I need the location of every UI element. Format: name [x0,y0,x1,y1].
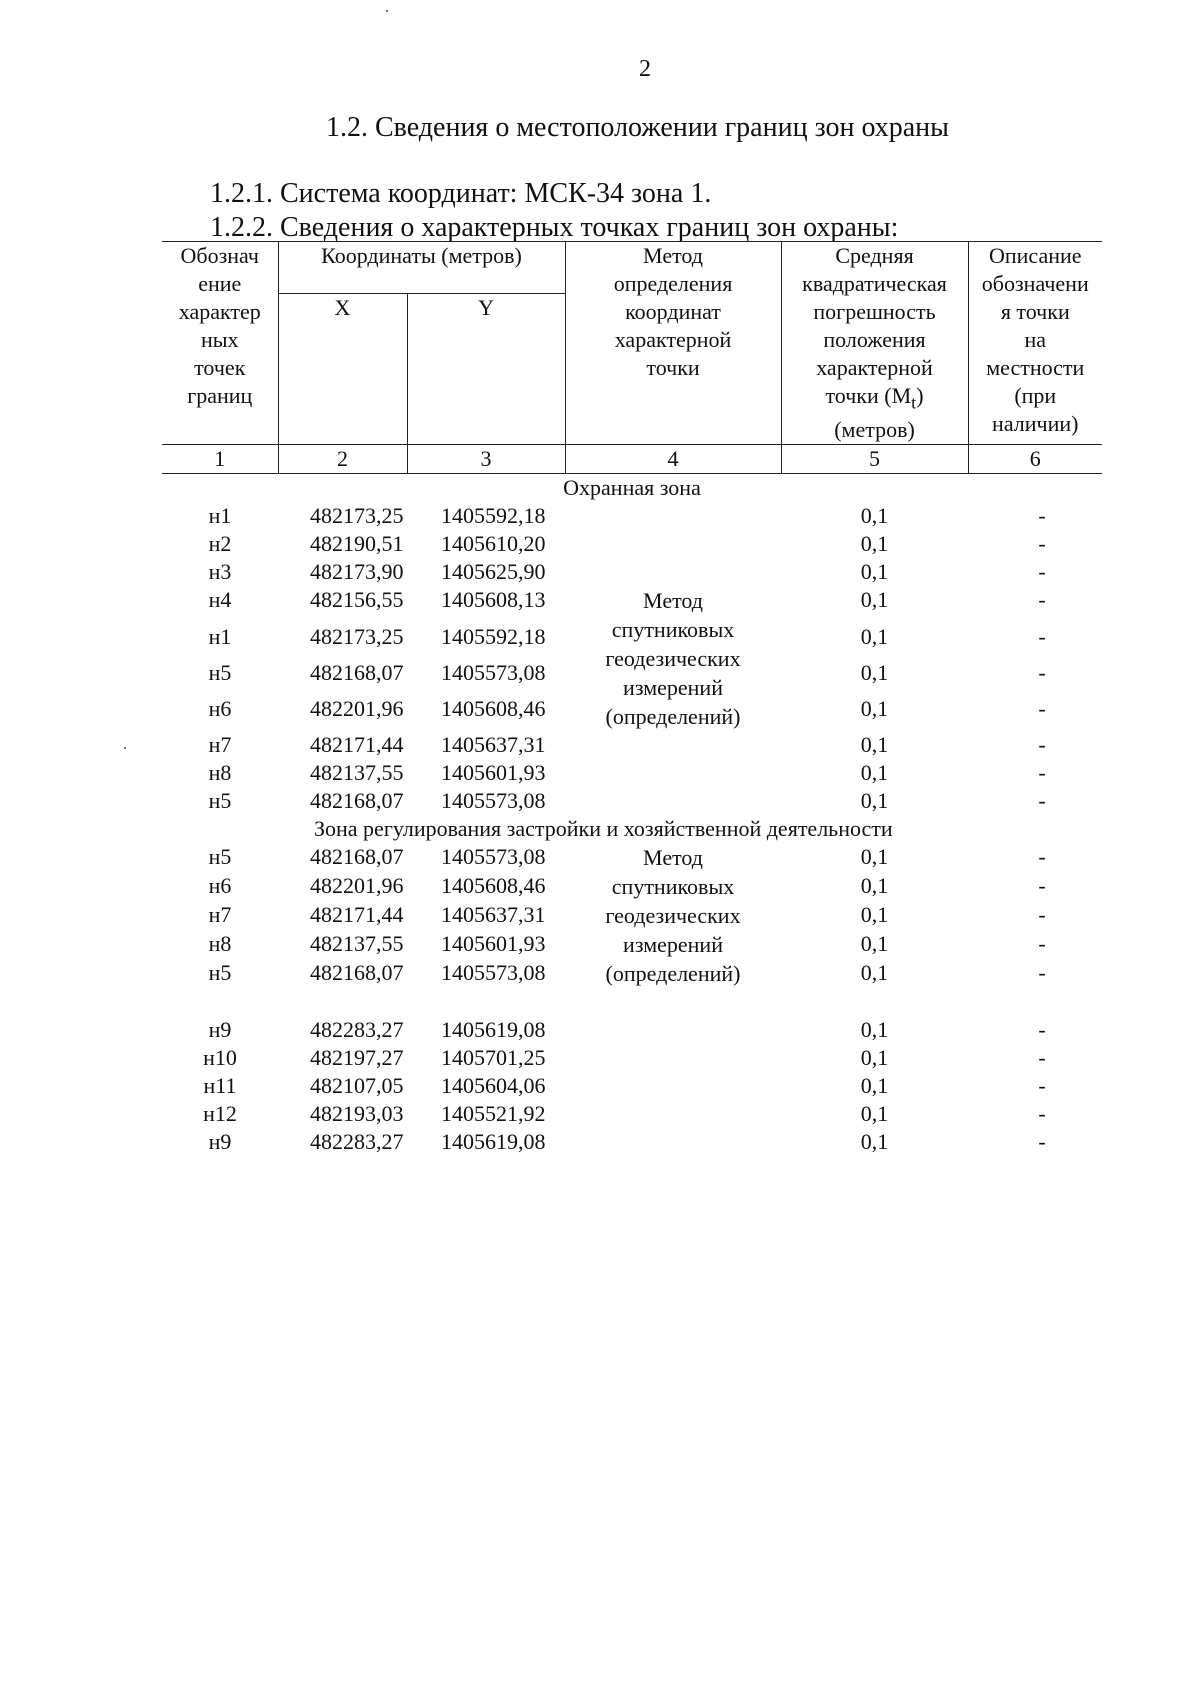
x-coordinate: 482173,25 [310,623,404,649]
header-mean-square-error: Средняя квадратическая погрешность положения характерной точки $(M_t)$ (метров) [781,242,968,445]
coordinate-system-subheading: 1.2.1. Система координат: МСК-34 зона 1. [210,178,712,209]
point-description: - [1038,1017,1046,1043]
table-row [162,502,1102,530]
y-coordinate: 1405619,08 [441,1129,546,1155]
point-name: н5 [208,960,232,986]
point-description: - [1038,1129,1046,1155]
point-description: - [1038,1101,1046,1127]
point-name: н9 [208,1017,232,1043]
mean-square-error: 0,1 [860,1101,889,1127]
point-name: н6 [208,873,232,899]
mean-square-error: 0,1 [860,732,889,758]
column-number: 1 [162,445,278,474]
column-number: 2 [278,445,407,474]
y-coordinate: 1405573,08 [441,788,546,814]
mean-square-error: 0,1 [860,531,889,557]
point-name: н7 [208,902,232,928]
point-description: - [1038,1045,1046,1071]
point-description: - [1038,844,1046,870]
point-description: - [1038,623,1046,649]
x-coordinate: 482193,03 [310,1101,404,1127]
mean-square-error: 0,1 [860,696,889,722]
mean-square-error: 0,1 [860,873,889,899]
point-name: н4 [208,587,232,613]
mean-square-error: 0,1 [860,659,889,685]
spacer-row [162,988,1102,1016]
table-row [162,843,1102,872]
boundary-points-table [162,241,1102,1156]
point-name: н5 [208,659,232,685]
y-coordinate: 1405608,46 [441,873,546,899]
point-description: - [1038,931,1046,957]
x-coordinate: 482283,27 [310,1129,404,1155]
header-point-description: Описание обозначени я точки на местности (при наличии) [968,242,1102,445]
mean-square-error: 0,1 [860,1073,889,1099]
x-coordinate: 482107,05 [310,1073,404,1099]
column-number: 3 [407,445,565,474]
x-coordinate: 482201,96 [310,696,404,722]
point-description: - [1038,732,1046,758]
point-name: н2 [208,531,232,557]
y-coordinate: 1405625,90 [441,559,546,585]
y-coordinate: 1405592,18 [441,503,546,529]
point-name: н8 [208,931,232,957]
scan-speck [386,10,388,12]
point-name: н3 [208,559,232,585]
zone-title: Охранная зона [563,475,701,501]
mean-square-error: 0,1 [860,1017,889,1043]
point-name: н1 [208,503,232,529]
column-number: 6 [968,445,1102,474]
y-coordinate: 1405608,13 [441,587,546,613]
y-coordinate: 1405610,20 [441,531,546,557]
point-name: н10 [203,1045,237,1071]
point-name: н5 [208,788,232,814]
mean-square-error: 0,1 [860,587,889,613]
x-coordinate: 482171,44 [310,902,404,928]
point-description: - [1038,587,1046,613]
x-coordinate: 482168,07 [310,788,404,814]
mean-square-error: 0,1 [860,1129,889,1155]
point-description: - [1038,873,1046,899]
x-coordinate: 482283,27 [310,1017,404,1043]
table-row [162,586,1102,622]
header-x: X [278,294,407,445]
column-numbers-row [162,445,1102,474]
table-body [162,474,1102,1157]
point-name: н8 [208,760,232,786]
mean-square-error: 0,1 [860,760,889,786]
scan-speck [124,747,126,749]
header-method: Метод определения координат характерной точки [565,242,781,445]
section-heading: 1.2. Сведения о местоположении границ зон охраны [326,112,949,143]
y-coordinate: 1405604,06 [441,1073,546,1099]
header-point-designation: Обознач ение характер ных точек границ [162,242,278,445]
mean-square-error: 0,1 [860,503,889,529]
point-description: - [1038,960,1046,986]
mean-square-error: 0,1 [860,559,889,585]
method-empty [565,731,781,815]
point-description: - [1038,760,1046,786]
zone-title: Зона регулирования застройки и хозяйственной деятельности [314,816,893,842]
y-coordinate: 1405701,25 [441,1045,546,1071]
mean-square-error: 0,1 [860,788,889,814]
point-name: н9 [208,1129,232,1155]
y-coordinate: 1405573,08 [441,960,546,986]
method-empty [565,502,781,586]
x-coordinate: 482137,55 [310,760,404,786]
column-number: 5 [781,445,968,474]
mean-square-error: 0,1 [860,931,889,957]
method-empty [565,1016,781,1156]
point-description: - [1038,559,1046,585]
point-description: - [1038,902,1046,928]
x-coordinate: 482156,55 [310,587,404,613]
point-name: н5 [208,844,232,870]
table-row [162,731,1102,759]
x-coordinate: 482137,55 [310,931,404,957]
y-coordinate: 1405637,31 [441,732,546,758]
x-coordinate: 482168,07 [310,844,404,870]
method-description: Метод спутниковых геодезических измерений (определений) [605,588,741,730]
table-header [162,242,1102,474]
y-coordinate: 1405592,18 [441,623,546,649]
mean-square-error: 0,1 [860,902,889,928]
zone-title-row [162,474,1102,503]
y-coordinate: 1405573,08 [441,844,546,870]
column-number: 4 [565,445,781,474]
x-coordinate: 482168,07 [310,659,404,685]
y-coordinate: 1405619,08 [441,1017,546,1043]
method-description: Метод спутниковых геодезических измерений (определений) [605,845,741,987]
point-name: н7 [208,732,232,758]
y-coordinate: 1405521,92 [441,1101,546,1127]
point-name: н6 [208,696,232,722]
point-description: - [1038,503,1046,529]
point-name: н1 [208,623,232,649]
x-coordinate: 482190,51 [310,531,404,557]
point-description: - [1038,696,1046,722]
y-coordinate: 1405608,46 [441,696,546,722]
y-coordinate: 1405637,31 [441,902,546,928]
mean-square-error: 0,1 [860,960,889,986]
y-coordinate: 1405601,93 [441,760,546,786]
x-coordinate: 482173,90 [310,559,404,585]
point-description: - [1038,659,1046,685]
point-name: н11 [203,1073,237,1099]
header-y: Y [407,294,565,445]
point-description: - [1038,1073,1046,1099]
header-coordinates-group: Координаты (метров) [278,242,565,294]
x-coordinate: 482201,96 [310,873,404,899]
y-coordinate: 1405573,08 [441,659,546,685]
table-row [162,1016,1102,1044]
x-coordinate: 482173,25 [310,503,404,529]
x-coordinate: 482197,27 [310,1045,404,1071]
x-coordinate: 482171,44 [310,732,404,758]
x-coordinate: 482168,07 [310,960,404,986]
point-description: - [1038,788,1046,814]
mean-square-error: 0,1 [860,1045,889,1071]
point-name: н12 [203,1101,237,1127]
y-coordinate: 1405601,93 [441,931,546,957]
page-number: 2 [639,56,651,82]
mean-square-error: 0,1 [860,844,889,870]
point-description: - [1038,531,1046,557]
zone-title-row [162,815,1102,843]
points-subheading: 1.2.2. Сведения о характерных точках границ зон охраны: [210,212,899,243]
mean-square-error: 0,1 [860,623,889,649]
